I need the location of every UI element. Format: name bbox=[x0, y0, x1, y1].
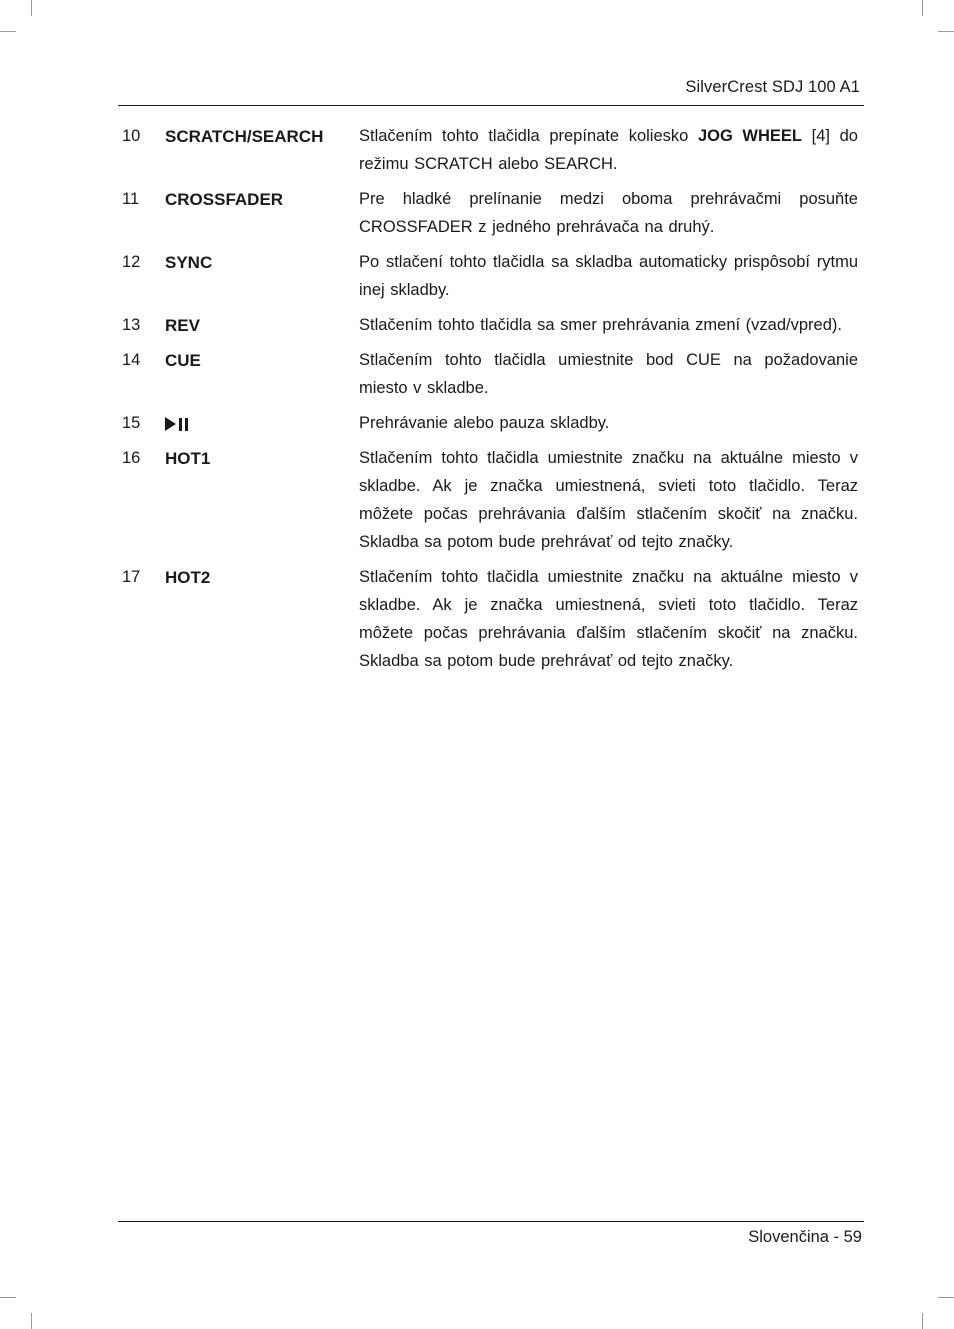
item-number: 15 bbox=[122, 414, 141, 432]
play-pause-icon bbox=[165, 410, 188, 438]
jog-wheel-term: JOG WHEEL bbox=[697, 127, 803, 145]
page-header-title: SilverCrest SDJ 100 A1 bbox=[685, 78, 860, 96]
item-name: HOT1 bbox=[165, 449, 211, 468]
item-description: Stlačením tohto tlačidla prepínate koliesko JOG WHEEL [4] do režimu SCRATCH alebo SEARCH. bbox=[359, 127, 858, 173]
crop-mark bbox=[31, 1313, 32, 1329]
item-name: SYNC bbox=[165, 253, 213, 272]
crop-mark bbox=[938, 31, 954, 32]
item-name: CROSSFADER bbox=[165, 190, 284, 209]
item-number: 14 bbox=[122, 351, 141, 369]
crop-mark bbox=[922, 1313, 923, 1329]
crop-mark bbox=[922, 0, 923, 16]
item-name bbox=[165, 410, 188, 440]
table-row bbox=[122, 248, 858, 304]
page-footer-label: Slovenčina - 59 bbox=[748, 1228, 862, 1246]
table-row bbox=[122, 185, 858, 241]
item-number: 16 bbox=[122, 449, 141, 467]
item-number: 12 bbox=[122, 253, 141, 271]
item-number: 17 bbox=[122, 568, 141, 586]
crop-mark bbox=[0, 31, 16, 32]
crop-mark bbox=[0, 1297, 16, 1298]
item-description: Po stlačení tohto tlačidla sa skladba automaticky prispôsobí rytmu inej skladby. bbox=[359, 253, 858, 299]
item-name: HOT2 bbox=[165, 568, 211, 587]
item-description: Stlačením tohto tlačidla sa smer prehrávania zmení (vzad/vpred). bbox=[359, 316, 842, 334]
item-description: Prehrávanie alebo pauza skladby. bbox=[359, 414, 610, 432]
item-name: CUE bbox=[165, 351, 201, 370]
item-description: Stlačením tohto tlačidla umiestnite značku na aktuálne miesto v skladbe. Ak je značka umiestnená, svieti toto tlačidlo. Teraz môžete počas prehrávania ďalším stlačením skočiť na značku. Skladba sa potom bude prehrávať od tejto značky. bbox=[359, 449, 858, 551]
footer-rule bbox=[118, 1221, 864, 1222]
crop-mark bbox=[31, 0, 32, 16]
item-description: Stlačením tohto tlačidla umiestnite značku na aktuálne miesto v skladbe. Ak je značka umiestnená, svieti toto tlačidlo. Teraz môžete počas prehrávania ďalším stlačením skočiť na značku. Skladba sa potom bude prehrávať od tejto značky. bbox=[359, 568, 858, 670]
table-row bbox=[122, 311, 858, 339]
controls-table bbox=[122, 122, 858, 682]
header-rule bbox=[118, 105, 864, 106]
item-number: 11 bbox=[122, 190, 140, 208]
item-name: REV bbox=[165, 316, 200, 335]
table-row bbox=[122, 444, 858, 556]
table-row bbox=[122, 346, 858, 402]
table-row bbox=[122, 409, 858, 437]
item-number: 10 bbox=[122, 127, 141, 145]
item-number: 13 bbox=[122, 316, 141, 334]
item-description: Pre hladké prelínanie medzi oboma prehrávačmi posuňte CROSSFADER z jedného prehrávača na druhý. bbox=[359, 190, 858, 236]
table-row bbox=[122, 563, 858, 675]
crop-mark bbox=[938, 1297, 954, 1298]
item-name: SCRATCH/SEARCH bbox=[165, 127, 324, 146]
table-row bbox=[122, 122, 858, 178]
item-description: Stlačením tohto tlačidla umiestnite bod CUE na požadovanie miesto v skladbe. bbox=[359, 351, 858, 397]
